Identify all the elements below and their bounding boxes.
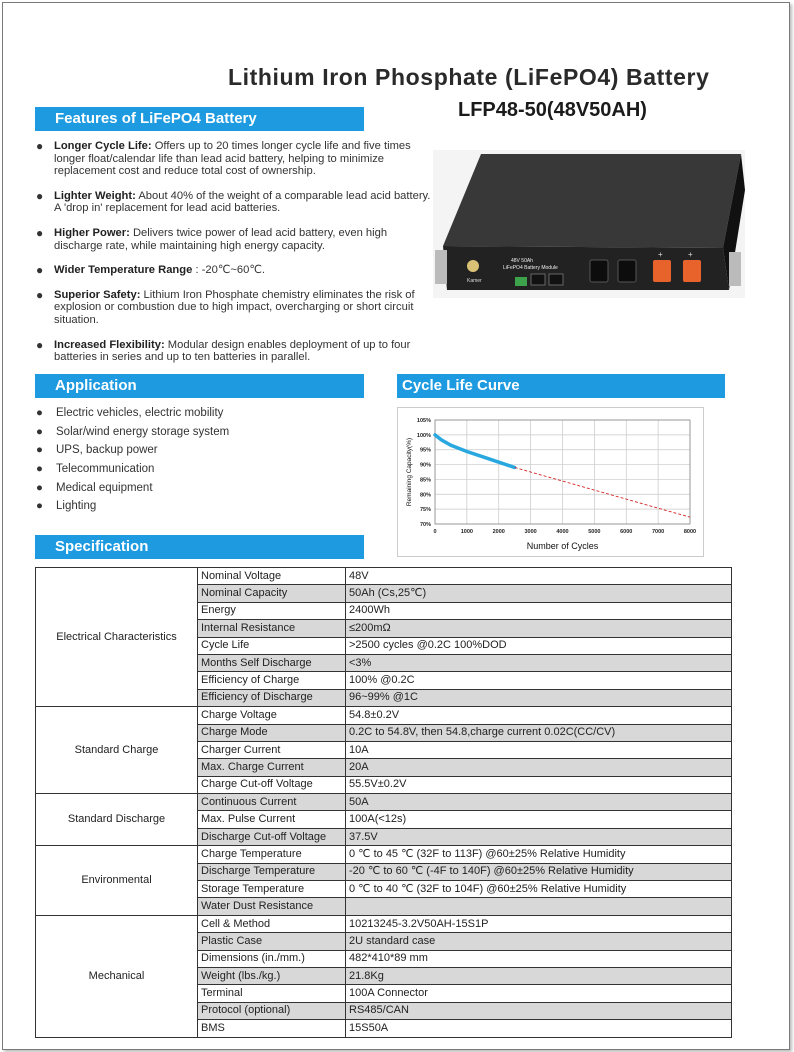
spec-value: 55.5V±0.2V [346,776,732,793]
feature-text: Modular design enables deployment of up to four batteries in series and up to ten batteries in parallel. [54,338,411,364]
spec-value: 21.8Kg [346,967,732,984]
spec-value: 50Ah (Cs,25℃) [346,585,732,602]
spec-value: -20 ℃ to 60 ℃ (-4F to 140F) @60±25% Relative Humidity [346,863,732,880]
bullet-icon: ● [36,425,43,438]
application-item [36,423,229,442]
application-list [36,404,229,516]
bullet-icon: ● [36,188,44,203]
spec-value: ≤200mΩ [346,620,732,637]
neg-terminal-2 [618,260,636,282]
spec-row [36,707,732,724]
x-tick-label: 0 [433,529,437,535]
spec-param: Nominal Capacity [198,585,346,602]
feature-item [36,264,431,277]
y-tick-label: 100% [416,432,431,439]
panel-text-2: LiFePO4 Battery Module [503,265,558,271]
x-tick-label: 7000 [652,529,665,535]
x-axis-label: Number of Cycles [526,541,599,551]
feature-text: Offers up to 20 times longer cycle life and five times longer float/calendar life than lead acid battery, helping to minimize replacement cost and reduce total cost of ownership. [54,140,411,178]
spec-param: Continuous Current [198,794,346,811]
feature-item [36,227,431,252]
bullet-icon: ● [36,225,44,240]
spec-param: Charge Mode [198,724,346,741]
y-tick-label: 95% [419,447,431,454]
feature-item [36,190,431,215]
x-tick-label: 1000 [460,529,473,535]
specification-heading: Specification [35,535,364,559]
bullet-icon: ● [36,444,43,457]
spec-value: <3% [346,654,732,671]
features-list [36,140,431,376]
feature-title: Longer Cycle Life: [54,140,152,152]
application-heading: Application [35,374,364,398]
spec-param: Plastic Case [198,933,346,950]
bullet-icon: ● [36,337,44,352]
spec-value: 20A [346,759,732,776]
model-name: LFP48-50(48V50AH) [458,99,647,121]
pos-symbol-2: + [688,250,693,259]
feature-title: Wider Temperature Range [54,264,193,277]
spec-group-name: Environmental [36,846,198,916]
spec-group-name: Standard Charge [36,707,198,794]
application-item [36,460,229,479]
application-item [36,497,229,516]
spec-param: Charge Voltage [198,707,346,724]
pos-terminal-2 [683,260,701,282]
logo-text: Kamer [467,278,482,284]
bullet-icon: ● [36,500,43,513]
spec-param: Nominal Voltage [198,568,346,585]
spec-row [36,915,732,932]
features-heading: Features of LiFePO4 Battery [35,107,364,131]
battery-product-photo [433,150,745,298]
can-port [549,274,563,285]
bullet-icon: ● [36,407,43,419]
application-label: Solar/wind energy storage system [56,425,230,438]
feature-item [36,339,431,364]
spec-value: 96~99% @1C [346,689,732,706]
y-tick-label: 90% [419,462,431,469]
x-tick-label: 4000 [556,529,569,535]
spec-row [36,846,732,863]
application-label: Electric vehicles, electric mobility [56,407,224,419]
spec-param: Discharge Temperature [198,863,346,880]
spec-param: Efficiency of Charge [198,672,346,689]
application-item [36,404,229,423]
spec-value: 0.2C to 54.8V, then 54.8,charge current 0.02C(CC/CV) [346,724,732,741]
y-tick-label: 75% [419,507,431,514]
spec-param: Water Dust Resistance [198,898,346,915]
spec-param: BMS [198,1020,346,1037]
bullet-icon: ● [36,139,44,153]
y-tick-label: 85% [419,477,431,484]
spec-param: Months Self Discharge [198,654,346,671]
dip-switch [515,277,527,286]
spec-param: Terminal [198,985,346,1002]
spec-group-name: Standard Discharge [36,794,198,846]
y-tick-label: 105% [416,418,431,424]
spec-param: Cycle Life [198,637,346,654]
spec-param: Energy [198,602,346,619]
feature-text: : -20℃~60℃. [195,264,266,277]
application-label: Telecommunication [56,463,155,476]
bullet-icon: ● [36,463,43,476]
cycle-curve-heading: Cycle Life Curve [397,374,725,398]
feature-title: Increased Flexibility: [54,338,165,351]
application-item [36,441,229,460]
spec-param: Max. Charge Current [198,759,346,776]
x-tick-label: 5000 [588,529,601,535]
spec-row [36,568,732,585]
y-axis-label: Remaining Capacity(%) [406,437,413,507]
spec-param: Discharge Cut-off Voltage [198,828,346,845]
application-label: Lighting [56,500,97,513]
spec-value: >2500 cycles @0.2C 100%DOD [346,637,732,654]
application-label: UPS, backup power [56,444,158,457]
spec-value: 0 ℃ to 40 ℃ (32F to 104F) @60±25% Relative Humidity [346,881,732,898]
x-tick-label: 8000 [683,529,697,535]
spec-param: Internal Resistance [198,620,346,637]
spec-value: 100A Connector [346,985,732,1002]
spec-param: Protocol (optional) [198,1002,346,1019]
spec-value: 100% @0.2C [346,672,732,689]
feature-title: Lighter Weight: [54,189,136,202]
spec-value: 48V [346,568,732,585]
measured-curve-line [435,435,515,468]
spec-param: Charge Temperature [198,846,346,863]
spec-value: 482*410*89 mm [346,950,732,967]
x-tick-label: 3000 [524,529,537,535]
spec-param: Efficiency of Discharge [198,689,346,706]
feature-text: About 40% of the weight of a comparable lead acid battery. A 'drop in' replacement for lead acid batteries. [54,189,431,215]
specification-table [35,567,732,1038]
feature-text: Delivers twice power of lead acid battery, even high discharge rate, while maintaining high energy capacity. [54,226,388,252]
spec-value: 10A [346,741,732,758]
spec-param: Dimensions (in./mm.) [198,950,346,967]
spec-value: 37.5V [346,828,732,845]
y-tick-label: 80% [419,492,431,499]
spec-value: 50A [346,794,732,811]
spec-value: RS485/CAN [346,1002,732,1019]
spec-value: 2U standard case [346,933,732,950]
spec-value: 100A(<12s) [346,811,732,828]
feature-text: Lithium Iron Phosphate chemistry eliminates the risk of explosion or combustion due to high impact, overcharging or short circuit situation. [54,288,415,326]
pos-symbol-1: + [658,250,663,259]
spec-value: 2400Wh [346,602,732,619]
bullet-icon: ● [36,263,44,278]
spec-param: Max. Pulse Current [198,811,346,828]
rs485-port [531,274,545,285]
spec-param: Charge Cut-off Voltage [198,776,346,793]
pos-terminal-1 [653,260,671,282]
feature-item [36,289,431,327]
spec-param: Storage Temperature [198,881,346,898]
logo-icon [467,260,479,272]
spec-group-name: Electrical Characteristics [36,568,198,707]
spec-value: 0 ℃ to 45 ℃ (32F to 113F) @60±25% Relative Humidity [346,846,732,863]
spec-param: Charger Current [198,741,346,758]
spec-param: Weight (lbs./kg.) [198,967,346,984]
battery-top [443,154,741,248]
application-label: Medical equipment [56,481,153,494]
spec-value: 54.8±0.2V [346,707,732,724]
projected-curve-line [515,468,690,518]
spec-row [36,794,732,811]
feature-title: Superior Safety: [54,288,141,301]
x-tick-label: 2000 [492,529,505,535]
bullet-icon: ● [36,287,44,302]
page-title: Lithium Iron Phosphate (LiFePO4) Battery [228,64,710,90]
spec-group-name: Mechanical [36,915,198,1037]
spec-value: 10213245-3.2V50AH-15S1P [346,915,732,932]
application-item [36,479,229,498]
x-tick-label: 6000 [620,529,633,535]
spec-param: Cell & Method [198,915,346,932]
panel-text-1: 48V 50Ah [511,258,533,264]
spec-value [346,898,732,915]
y-tick-label: 70% [419,522,431,528]
cycle-life-chart [397,407,704,557]
spec-value: 15S50A [346,1020,732,1037]
neg-terminal-1 [590,260,608,282]
feature-item [36,140,431,178]
bullet-icon: ● [36,481,43,494]
feature-title: Higher Power: [54,226,130,239]
